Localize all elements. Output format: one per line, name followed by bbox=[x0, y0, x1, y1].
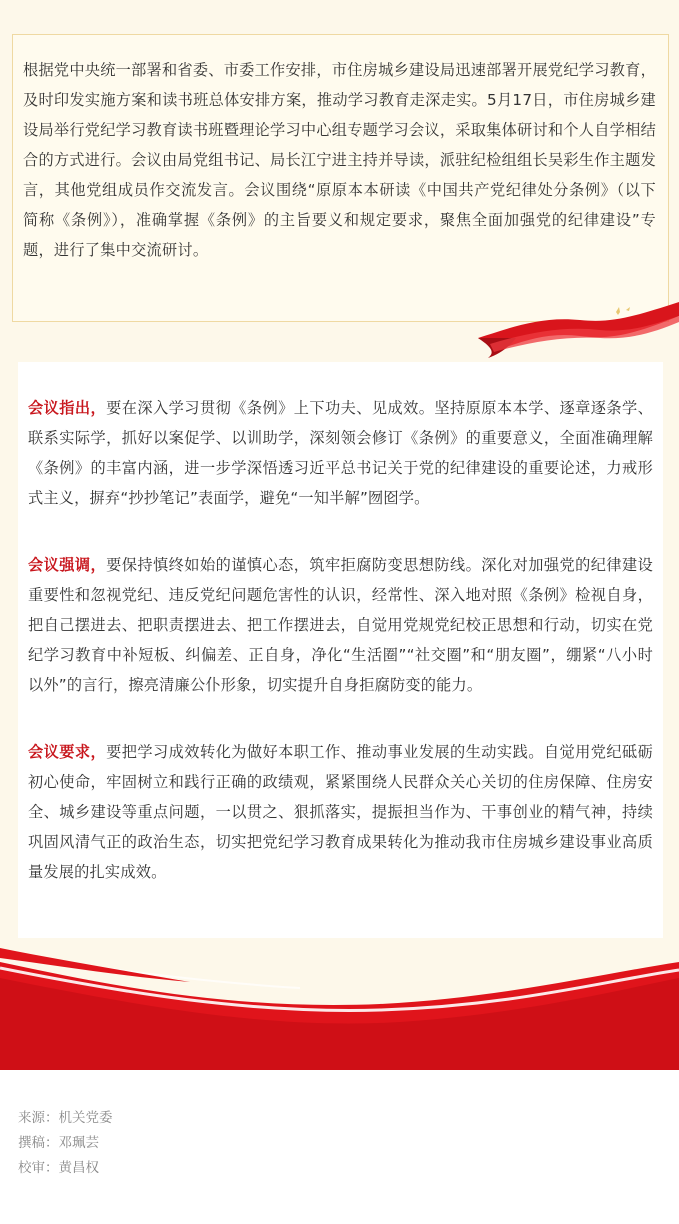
section-body-1: 要在深入学习贯彻《条例》上下功夫、见成效。坚持原原本本学、逐章逐条学、联系实际学，抓好以案促学、以训助学，深刻领会修订《条例》的重要意义，全面准确理解《条例》的丰富内涵，进一步学深悟透习近平总书记关于党的纪律建设的重要论述，力戒形式主义，摒弃“抄抄笔记”表面学，避免“一知半解”囫囵学。 bbox=[28, 399, 654, 507]
main-content-card bbox=[18, 362, 663, 938]
red-wave-banner bbox=[0, 948, 679, 1070]
section-paragraph-2 bbox=[28, 550, 653, 700]
section-paragraph-3 bbox=[28, 737, 653, 887]
credit-reviewer: 校审：黄昌权 bbox=[18, 1160, 99, 1176]
section-lead-2: 会议强调， bbox=[28, 556, 107, 574]
red-ribbon-decoration bbox=[470, 294, 679, 360]
section-body-3: 要把学习成效转化为做好本职工作、推动事业发展的生动实践。自觉用党纪砥砺初心使命，牢固树立和践行正确的政绩观，紧紧围绕人民群众关心关切的住房保障、住房安全、城乡建设等重点问题，一以贯之、狠抓落实，提振担当作为、干事创业的精气神，持续巩固风清气正的政治生态，切实把党纪学习教育成果转化为推动我市住房城乡建设事业高质量发展的扎实成效。 bbox=[28, 743, 654, 881]
section-lead-3: 会议要求， bbox=[28, 743, 107, 761]
section-paragraph-1 bbox=[28, 393, 653, 513]
intro-paragraph: 根据党中央统一部署和省委、市委工作安排，市住房城乡建设局迅速部署开展党纪学习教育，及时印发实施方案和读书班总体安排方案，推动学习教育走深走实。5月17日，市住房城乡建设局举行党纪学习教育读书班暨理论学习中心组专题学习会议，采取集体研讨和个人自学相结合的方式进行。会议由局党组书记、局长江宁进主持并导读，派驻纪检组组长吴彩生作主题发言，其他党组成员作交流发言。会议围绕“原原本本研读《中国共产党纪律处分条例》（以下简称《条例》），准确掌握《条例》的主旨要义和规定要求，聚焦全面加强党的纪律建设”专题，进行了集中交流研讨。 bbox=[23, 61, 656, 259]
credit-author: 撰稿：邓珮芸 bbox=[18, 1135, 99, 1151]
credit-source: 来源：机关党委 bbox=[18, 1110, 113, 1126]
intro-box bbox=[12, 34, 669, 322]
section-lead-1: 会议指出， bbox=[28, 399, 107, 417]
section-body-2: 要保持慎终如始的谨慎心态，筑牢拒腐防变思想防线。深化对加强党的纪律建设重要性和忽视党纪、违反党纪问题危害性的认识，经常性、深入地对照《条例》检视自身，把自己摆进去、把职责摆进去、把工作摆进去，自觉用党规党纪校正思想和行动，切实在党纪学习教育中补短板、纠偏差、正自身，净化“生活圈”“社交圈”和“朋友圈”，绷紧“八小时以外”的言行，擦亮清廉公仆形象，切实提升自身拒腐防变的能力。 bbox=[28, 556, 654, 694]
article-credits bbox=[18, 1106, 113, 1181]
